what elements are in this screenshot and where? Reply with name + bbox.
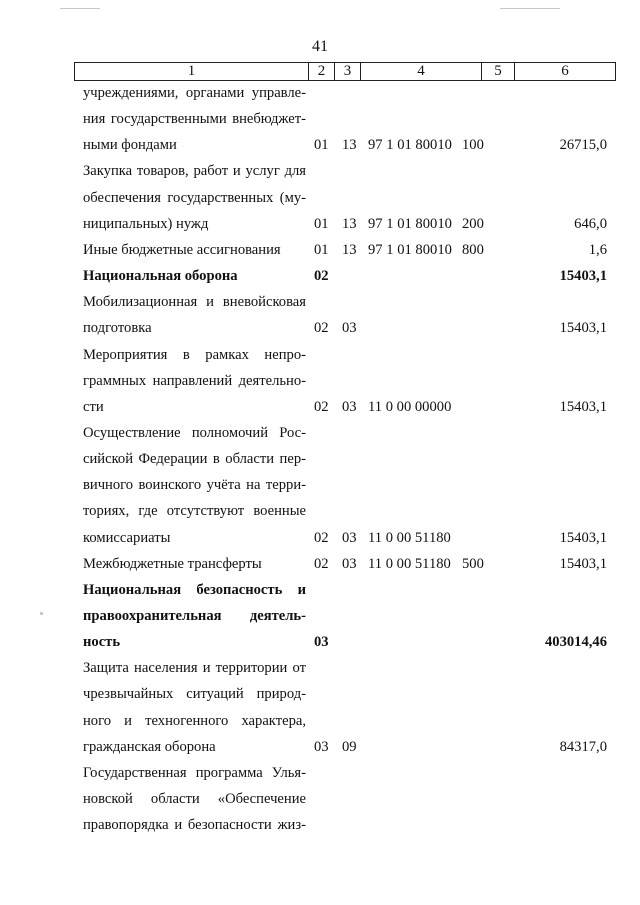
row-c3: 03 [342, 529, 357, 546]
table-row [0, 446, 640, 472]
row-c6: 15403,1 [559, 398, 607, 415]
row-c6: 646,0 [574, 215, 607, 232]
row-description: ния государственными внебюджет- [83, 111, 306, 128]
row-description: правоохранительная деятель- [83, 608, 306, 624]
row-c5: 800 [462, 241, 484, 258]
header-col-5: 5 [482, 63, 515, 81]
row-c4: 11 0 00 00000 [368, 398, 452, 415]
row-c2: 02 [314, 555, 329, 572]
row-description: граммных направлений деятельно- [83, 372, 306, 389]
row-description: Защита населения и территории от [83, 660, 306, 677]
row-description: подготовка [83, 320, 152, 337]
row-c2: 02 [314, 320, 329, 337]
row-description: Государственная программа Улья- [83, 764, 306, 781]
table-row [0, 106, 640, 132]
row-c6: 26715,0 [559, 137, 607, 154]
header-col-1: 1 [75, 63, 309, 81]
header-col-2: 2 [309, 63, 335, 81]
row-description: Закупка товаров, работ и услуг для [83, 163, 306, 180]
row-c2: 01 [314, 215, 329, 232]
header-col-4: 4 [361, 63, 482, 81]
row-description: правопорядка и безопасности жиз- [83, 817, 306, 834]
scan-speck [500, 8, 560, 9]
table-row [0, 158, 640, 184]
row-c6: 1,6 [588, 241, 607, 258]
table-row [0, 525, 640, 551]
table-row [0, 80, 640, 106]
column-header-table [74, 62, 616, 81]
table-row [0, 420, 640, 446]
row-description: обеспечения государственных (му- [83, 189, 306, 206]
row-description: новской области «Обеспечение [83, 791, 306, 808]
row-description: сти [83, 398, 104, 415]
row-description: учреждениями, органами управле- [83, 85, 306, 101]
table-row [0, 786, 640, 812]
table-row [0, 394, 640, 420]
row-c6: 15403,1 [559, 268, 607, 285]
row-description: вичного воинского учёта на терри- [83, 477, 306, 494]
row-c2: 02 [314, 529, 329, 546]
row-description: Национальная безопасность и [83, 581, 306, 598]
table-row [0, 577, 640, 603]
table-row [0, 760, 640, 786]
table-row [0, 211, 640, 237]
row-c3: 13 [342, 137, 357, 154]
table-row [0, 289, 640, 315]
table-row [0, 655, 640, 681]
table-row [0, 603, 640, 629]
row-c4: 97 1 01 80010 [368, 215, 452, 232]
page-number: 41 [312, 38, 328, 55]
row-description: ного и техногенного характера, [83, 712, 306, 729]
row-c6: 403014,46 [544, 634, 607, 651]
row-c2: 03 [314, 634, 329, 651]
row-c4: 97 1 01 80010 [368, 241, 452, 258]
row-c3: 03 [342, 398, 357, 415]
row-c5: 500 [462, 555, 484, 572]
row-description: Осуществление полномочий Рос- [83, 424, 306, 441]
row-description: Мероприятия в рамках непро- [83, 346, 306, 363]
table-row [0, 498, 640, 524]
row-description: Межбюджетные трансферты [83, 555, 262, 572]
row-c4: 11 0 00 51180 [368, 529, 451, 546]
table-row [0, 342, 640, 368]
row-description: сийской Федерации в области пер- [83, 451, 306, 468]
table-row [0, 315, 640, 341]
row-description: чрезвычайных ситуаций природ- [83, 686, 306, 703]
table-row [0, 551, 640, 577]
header-col-6: 6 [515, 63, 616, 81]
table-row [0, 629, 640, 655]
row-c2: 01 [314, 241, 329, 258]
table-row [0, 368, 640, 394]
row-c6: 15403,1 [559, 320, 607, 337]
row-description: Национальная оборона [83, 268, 238, 285]
table-row [0, 812, 640, 838]
row-description: ными фондами [83, 137, 177, 154]
table-row [0, 681, 640, 707]
row-c2: 03 [314, 738, 329, 755]
header-col-3: 3 [335, 63, 361, 81]
row-description: комиссариаты [83, 529, 171, 546]
row-c5: 200 [462, 215, 484, 232]
row-c4: 11 0 00 51180 [368, 555, 451, 572]
row-c6: 15403,1 [559, 555, 607, 572]
row-c6: 15403,1 [559, 529, 607, 546]
table-row [0, 263, 640, 289]
row-c2: 02 [314, 398, 329, 415]
row-c3: 03 [342, 320, 357, 337]
row-c4: 97 1 01 80010 [368, 137, 452, 154]
scan-speck [40, 612, 43, 615]
row-c2: 02 [314, 268, 329, 285]
row-c3: 13 [342, 215, 357, 232]
table-row [0, 185, 640, 211]
row-c3: 09 [342, 738, 357, 755]
row-c5: 100 [462, 137, 484, 154]
row-c3: 13 [342, 241, 357, 258]
row-description: гражданская оборона [83, 738, 216, 755]
table-row [0, 734, 640, 760]
table-row [0, 472, 640, 498]
row-c6: 84317,0 [559, 738, 607, 755]
row-description: Мобилизационная и вневойсковая [83, 294, 306, 311]
row-description: ность [83, 634, 121, 651]
table-row [0, 237, 640, 263]
row-description: ториях, где отсутствуют военные [83, 503, 306, 520]
row-c2: 01 [314, 137, 329, 154]
scan-speck [60, 8, 100, 9]
row-c3: 03 [342, 555, 357, 572]
table-row [0, 132, 640, 158]
row-description: ниципальных) нужд [83, 215, 209, 232]
row-description: Иные бюджетные ассигнования [83, 241, 281, 258]
table-row [0, 708, 640, 734]
